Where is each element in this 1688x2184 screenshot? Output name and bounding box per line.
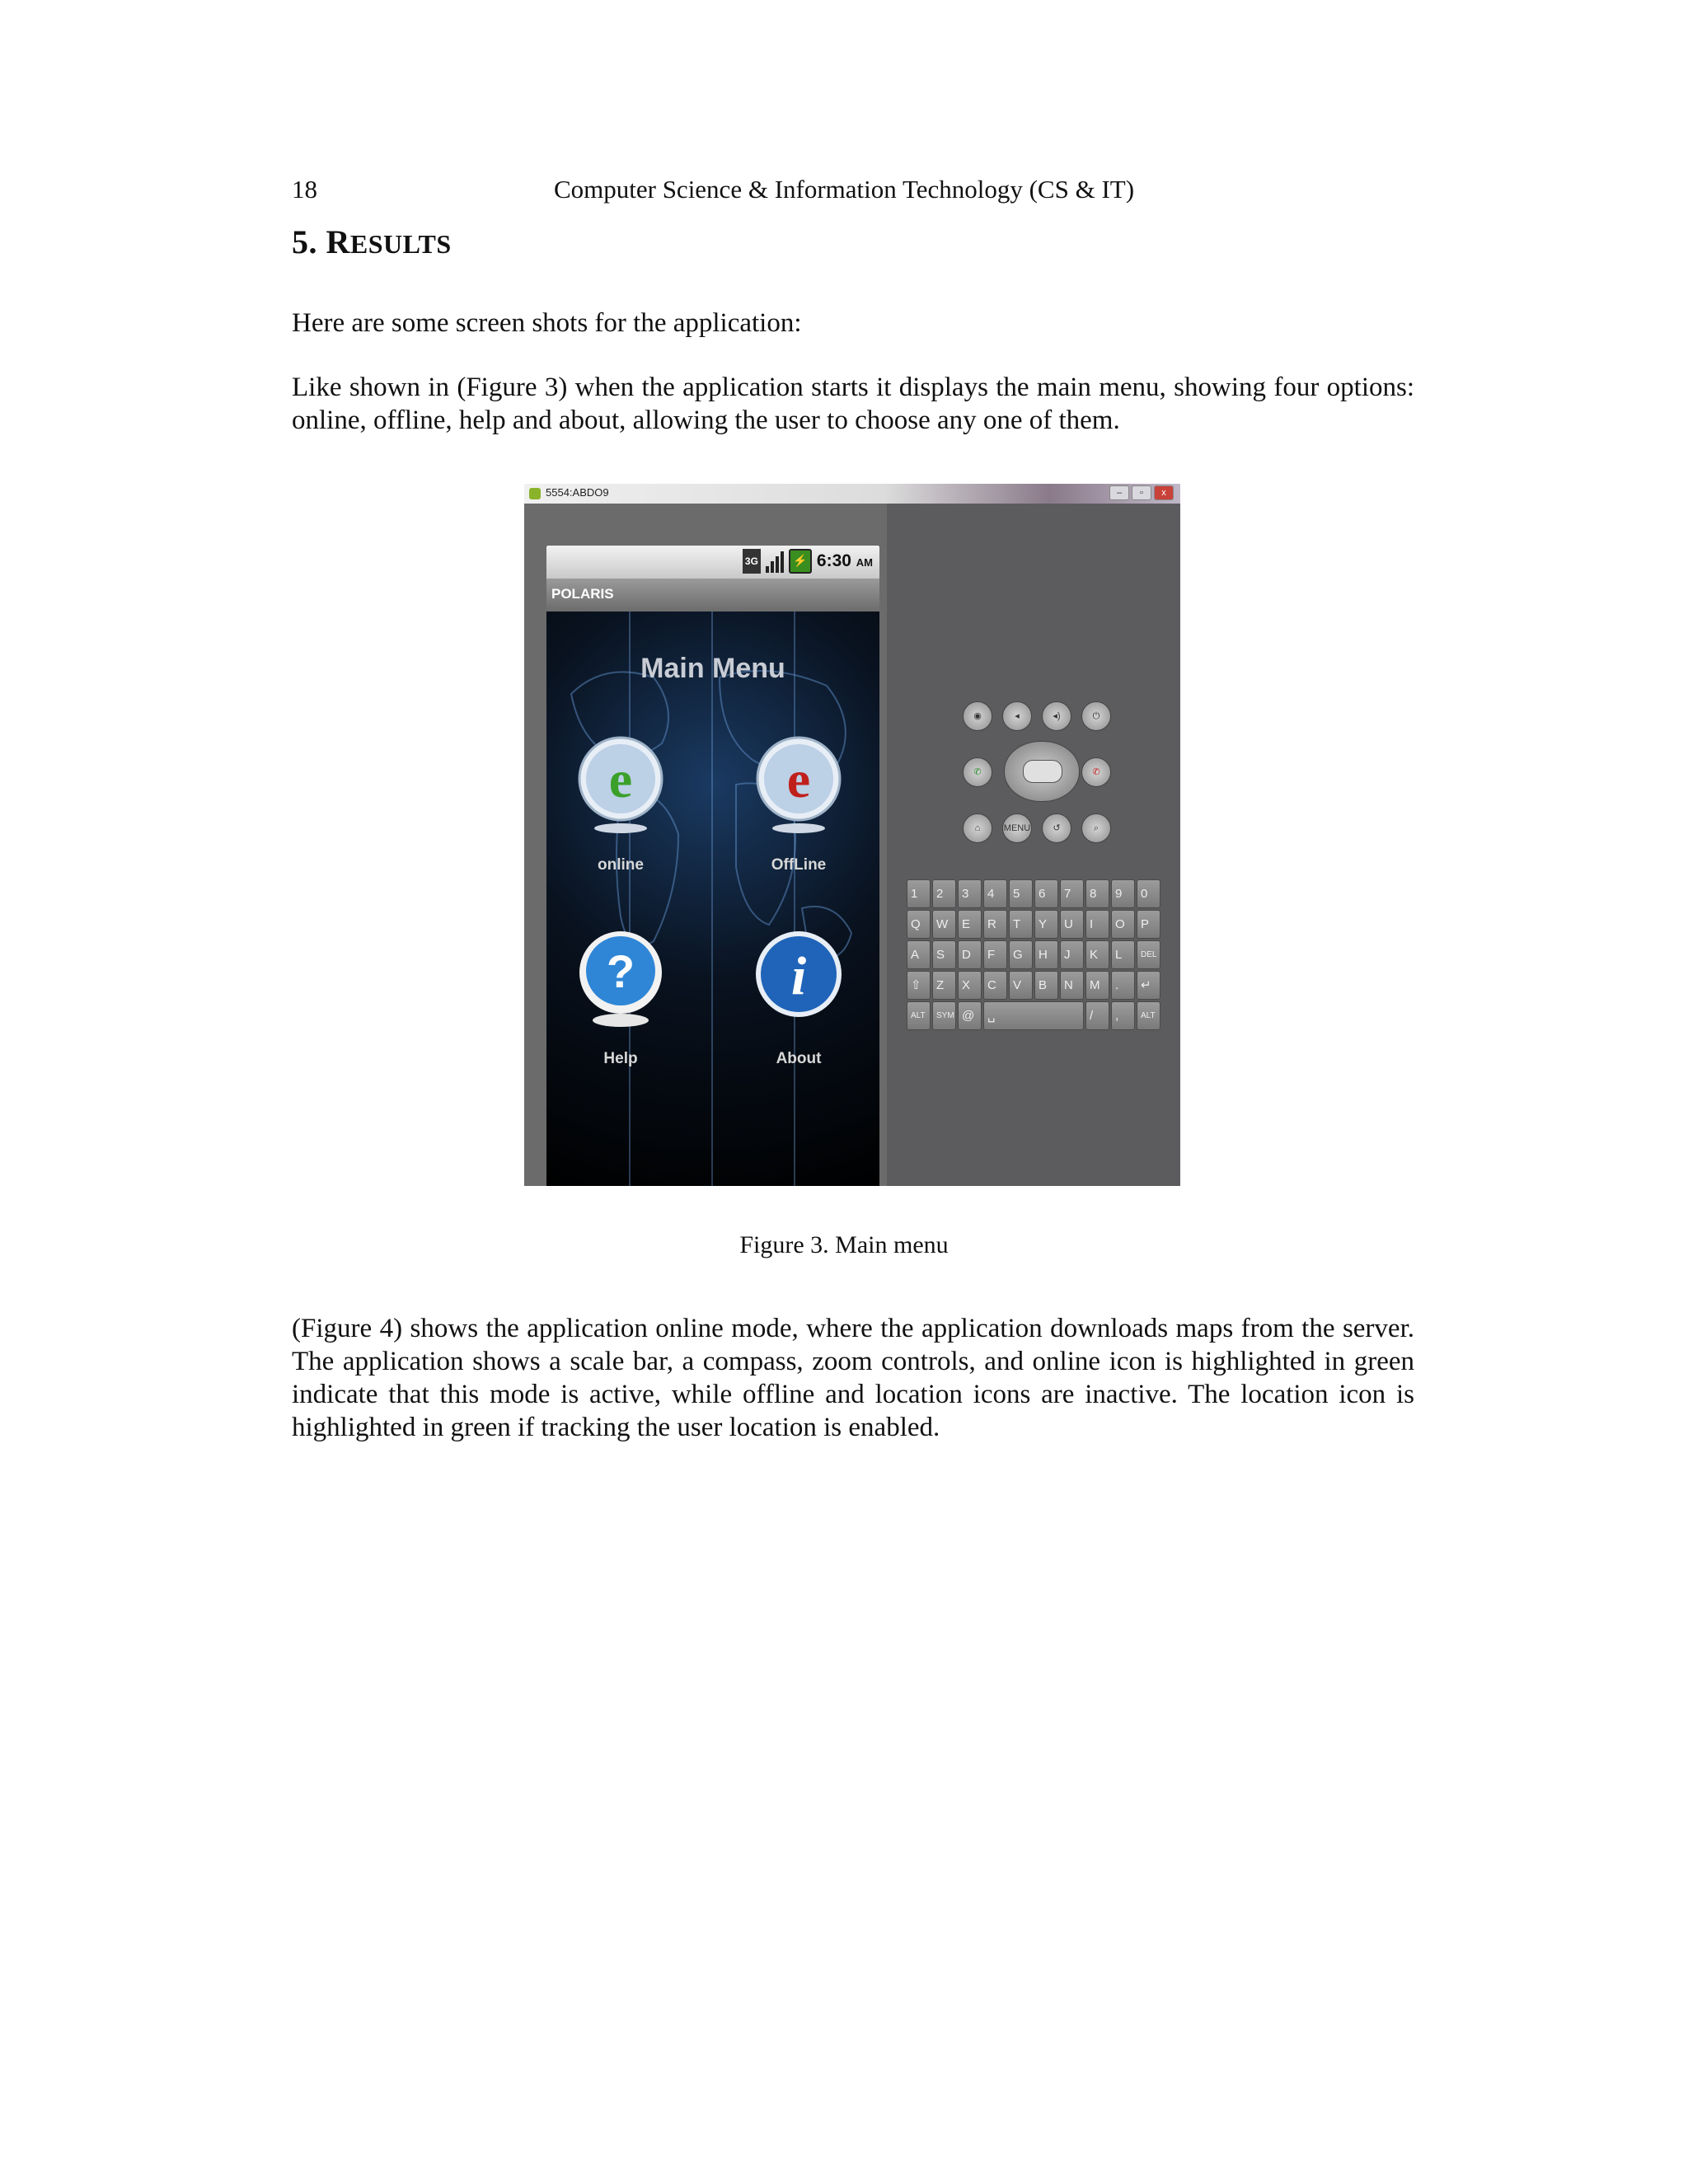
phone-frame — [524, 504, 887, 1186]
android-app-icon — [529, 488, 541, 499]
key[interactable]: . — [1111, 971, 1135, 1000]
globe-ie-red-icon — [753, 731, 844, 834]
status-bar — [546, 546, 879, 579]
key[interactable]: C — [983, 971, 1007, 1000]
status-time: 6:30 AM — [816, 551, 873, 570]
menu-item-offline[interactable] — [741, 731, 856, 874]
paragraph-figure4: (Figure 4) shows the application online mode, where the application downloads maps from the server. The application shows a scale bar, a compass, zoom controls, and online icon is highlighted in green indicate that this mode is active, while offline and location icons are inactive. The location icon is highlighted in green if tracking the user location is enabled. — [292, 1314, 1414, 1442]
menu-label-about: About — [776, 1050, 822, 1067]
key[interactable]: 1 — [907, 879, 931, 908]
key[interactable]: M — [1085, 971, 1109, 1000]
figure-caption: Figure 3. Main menu — [739, 1231, 949, 1258]
key[interactable]: 7 — [1060, 879, 1084, 908]
key[interactable]: 3 — [958, 879, 982, 908]
battery-icon: ⚡ — [789, 549, 812, 574]
key[interactable]: Z — [932, 971, 956, 1000]
shift-key[interactable]: ⇧ — [907, 971, 931, 1000]
paragraph-figure3: Like shown in (Figure 3) when the application starts it displays the main menu, showing four options: online, offline, help and about, allowing the user to choose any one of them. — [292, 373, 1414, 435]
key[interactable]: N — [1060, 971, 1084, 1000]
key[interactable]: G — [1009, 940, 1033, 969]
emulator-window-title: 5554:ABDO9 — [546, 486, 609, 499]
key[interactable]: K — [1085, 940, 1109, 969]
key[interactable]: I — [1085, 910, 1109, 939]
main-menu-area — [546, 612, 879, 1186]
key[interactable]: V — [1009, 971, 1033, 1000]
emulator-keyboard — [907, 879, 1160, 1030]
app-title: POLARIS — [551, 586, 614, 602]
svg-text:i: i — [790, 946, 807, 1006]
close-button[interactable]: x — [1154, 485, 1174, 500]
key[interactable]: T — [1009, 910, 1033, 939]
enter-key[interactable]: ↵ — [1137, 971, 1160, 1000]
key[interactable]: B — [1034, 971, 1058, 1000]
key[interactable]: / — [1085, 1001, 1109, 1030]
globe-ie-green-icon — [575, 731, 666, 834]
power-icon[interactable]: ⏻ — [1081, 701, 1111, 731]
back-icon[interactable]: ↺ — [1042, 813, 1071, 843]
key[interactable]: F — [983, 940, 1007, 969]
key[interactable]: 0 — [1137, 879, 1160, 908]
hardware-buttons — [963, 701, 1119, 841]
key[interactable]: Q — [907, 910, 931, 939]
key[interactable]: , — [1111, 1001, 1135, 1030]
key[interactable]: W — [932, 910, 956, 939]
key[interactable]: 8 — [1085, 879, 1109, 908]
camera-icon[interactable]: ◉ — [963, 701, 992, 731]
menu-item-about[interactable] — [741, 925, 856, 1068]
alt-key[interactable]: ALT — [907, 1001, 931, 1030]
key[interactable]: J — [1060, 940, 1084, 969]
key[interactable]: Y — [1034, 910, 1058, 939]
search-icon[interactable]: ⌕ — [1081, 813, 1111, 843]
phone-screen — [546, 546, 879, 1186]
home-icon[interactable]: ⌂ — [963, 813, 992, 843]
section-title-initial: R — [326, 223, 350, 260]
key[interactable]: 2 — [932, 879, 956, 908]
key[interactable]: D — [958, 940, 982, 969]
section-number: 5. — [292, 223, 326, 260]
key[interactable]: R — [983, 910, 1007, 939]
section-title-rest: ESULTS — [349, 229, 452, 259]
key[interactable]: 4 — [983, 879, 1007, 908]
svg-text:e: e — [786, 750, 811, 808]
paragraph-intro: Here are some screen shots for the application: — [292, 308, 802, 338]
help-question-icon — [575, 925, 666, 1028]
key[interactable]: 6 — [1034, 879, 1058, 908]
key[interactable]: L — [1111, 940, 1135, 969]
key[interactable]: @ — [958, 1001, 982, 1030]
dpad-control[interactable] — [1004, 741, 1080, 802]
volume-down-icon[interactable]: ◂ — [1002, 701, 1032, 731]
menu-label-help: Help — [603, 1050, 638, 1067]
sym-key[interactable]: SYM — [932, 1001, 956, 1030]
space-key[interactable]: ␣ — [983, 1001, 1084, 1030]
dpad-center-button[interactable] — [1023, 760, 1062, 783]
key[interactable]: 9 — [1111, 879, 1135, 908]
delete-key[interactable]: DEL — [1137, 940, 1160, 969]
key[interactable]: U — [1060, 910, 1084, 939]
call-icon[interactable]: ✆ — [963, 757, 992, 787]
info-icon — [753, 925, 844, 1028]
network-3g-icon: 3G — [743, 549, 761, 574]
menu-button[interactable]: MENU — [1002, 813, 1032, 843]
running-head: Computer Science & Information Technology (CS & IT) — [553, 175, 1135, 204]
key[interactable]: S — [932, 940, 956, 969]
end-call-icon[interactable]: ✆ — [1081, 757, 1111, 787]
volume-up-icon[interactable]: ◂) — [1042, 701, 1071, 731]
menu-label-online: online — [598, 856, 644, 874]
key[interactable]: X — [958, 971, 982, 1000]
signal-icon — [766, 550, 784, 573]
key[interactable]: 5 — [1009, 879, 1033, 908]
key[interactable]: P — [1137, 910, 1160, 939]
menu-item-online[interactable] — [563, 731, 678, 874]
key[interactable]: H — [1034, 940, 1058, 969]
key[interactable]: O — [1111, 910, 1135, 939]
window-controls — [1109, 485, 1174, 500]
svg-text:?: ? — [606, 945, 635, 997]
emulator-controls-panel — [887, 504, 1180, 1186]
key[interactable]: A — [907, 940, 931, 969]
figure-emulator-screenshot — [524, 484, 1180, 1186]
minimize-button[interactable]: – — [1109, 485, 1129, 500]
page-number: 18 — [292, 175, 317, 204]
main-menu-title: Main Menu — [640, 653, 785, 684]
alt-key[interactable]: ALT — [1137, 1001, 1160, 1030]
menu-label-offline: OffLine — [771, 856, 827, 874]
menu-item-help[interactable] — [563, 925, 678, 1068]
maximize-button[interactable]: ▫ — [1132, 485, 1151, 500]
key[interactable]: E — [958, 910, 982, 939]
emulator-window-titlebar — [524, 484, 1180, 504]
section-heading — [292, 223, 452, 261]
app-title-bar — [546, 579, 879, 612]
svg-text:e: e — [608, 750, 633, 808]
